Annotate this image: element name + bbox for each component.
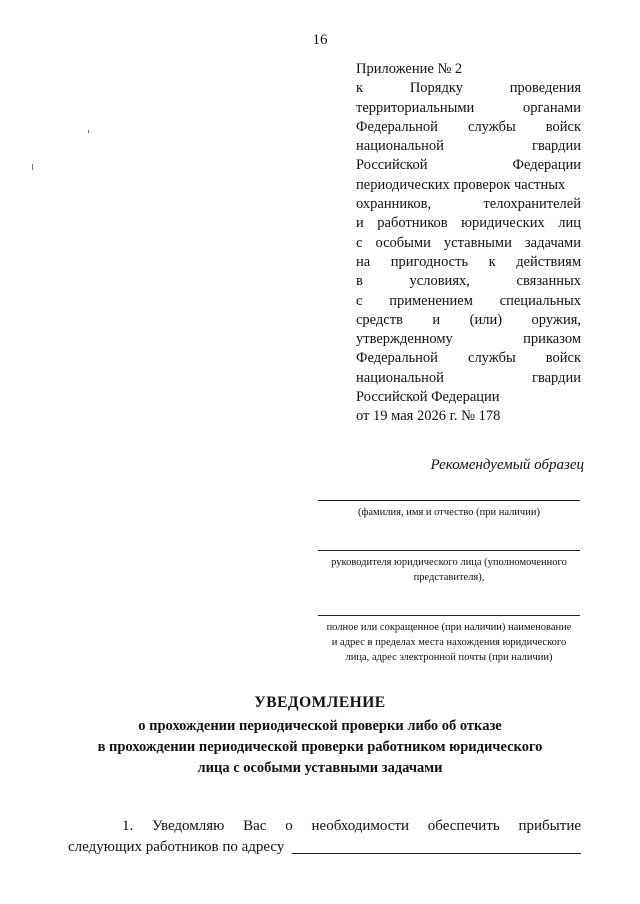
appendix-line: периодических проверок частных [356,176,566,193]
appendix-line: Федеральной службы войск [356,350,581,367]
organization-line [318,615,580,616]
address-label: следующих работников по адресу [68,839,285,855]
address-fill-line [292,853,581,854]
field-organization [318,615,580,665]
appendix-line: территориальными органами [356,99,581,116]
document-title [0,694,640,779]
page-number: 16 [312,32,328,48]
appendix-line: национальной гвардии [356,369,581,386]
paragraph-1-continuation [68,837,581,858]
appendix-line: Российской Федерации [356,389,500,406]
appendix-line: с особыми уставными задачами [356,234,581,251]
head-line [318,550,580,551]
organization-caption: полное или сокращенное (при наличии) наименование и адрес в пределах места нахождения юридического лица, адрес электронной почты (при наличии) [326,622,572,663]
appendix-line: к Порядку проведения [356,80,581,97]
field-full-name [318,500,580,520]
title-line-1: о прохождении периодической проверки либо об отказе [138,718,502,734]
appendix-line: на пригодность к действиям [356,253,581,270]
appendix-line: Российской Федерации [356,157,581,174]
appendix-line: охранников, телохранителей [356,196,581,213]
sample-label: Рекомендуемый образец [430,457,584,473]
appendix-line: средств и (или) оружия, [356,311,581,328]
appendix-line: в условиях, связанных [356,273,581,290]
appendix-line: с применением специальных [356,292,581,309]
appendix-line: утвержденному приказом [356,331,581,348]
title-main: УВЕДОМЛЕНИЕ [254,694,386,711]
head-caption: руководителя юридического лица (уполномоченного представителя), [331,557,567,583]
scan-mark [88,130,89,133]
appendix-line: национальной гвардии [356,138,581,155]
full-name-line [318,500,580,501]
appendix-line: и работников юридических лиц [356,215,581,232]
paragraph-1: 1. Уведомляю Вас о необходимости обеспечить прибытие [122,818,581,834]
full-name-caption: (фамилия, имя и отчество (при наличии) [358,507,540,518]
title-line-3: лица с особыми уставными задачами [197,760,443,776]
body-text [68,816,581,858]
field-head [318,550,580,585]
appendix-line: от 19 мая 2026 г. № 178 [356,408,501,425]
appendix-block [356,60,581,427]
appendix-line: Федеральной службы войск [356,118,581,135]
title-line-2: в прохождении периодической проверки работником юридического [97,739,543,755]
appendix-line: Приложение № 2 [356,61,463,77]
scan-mark [32,164,33,170]
